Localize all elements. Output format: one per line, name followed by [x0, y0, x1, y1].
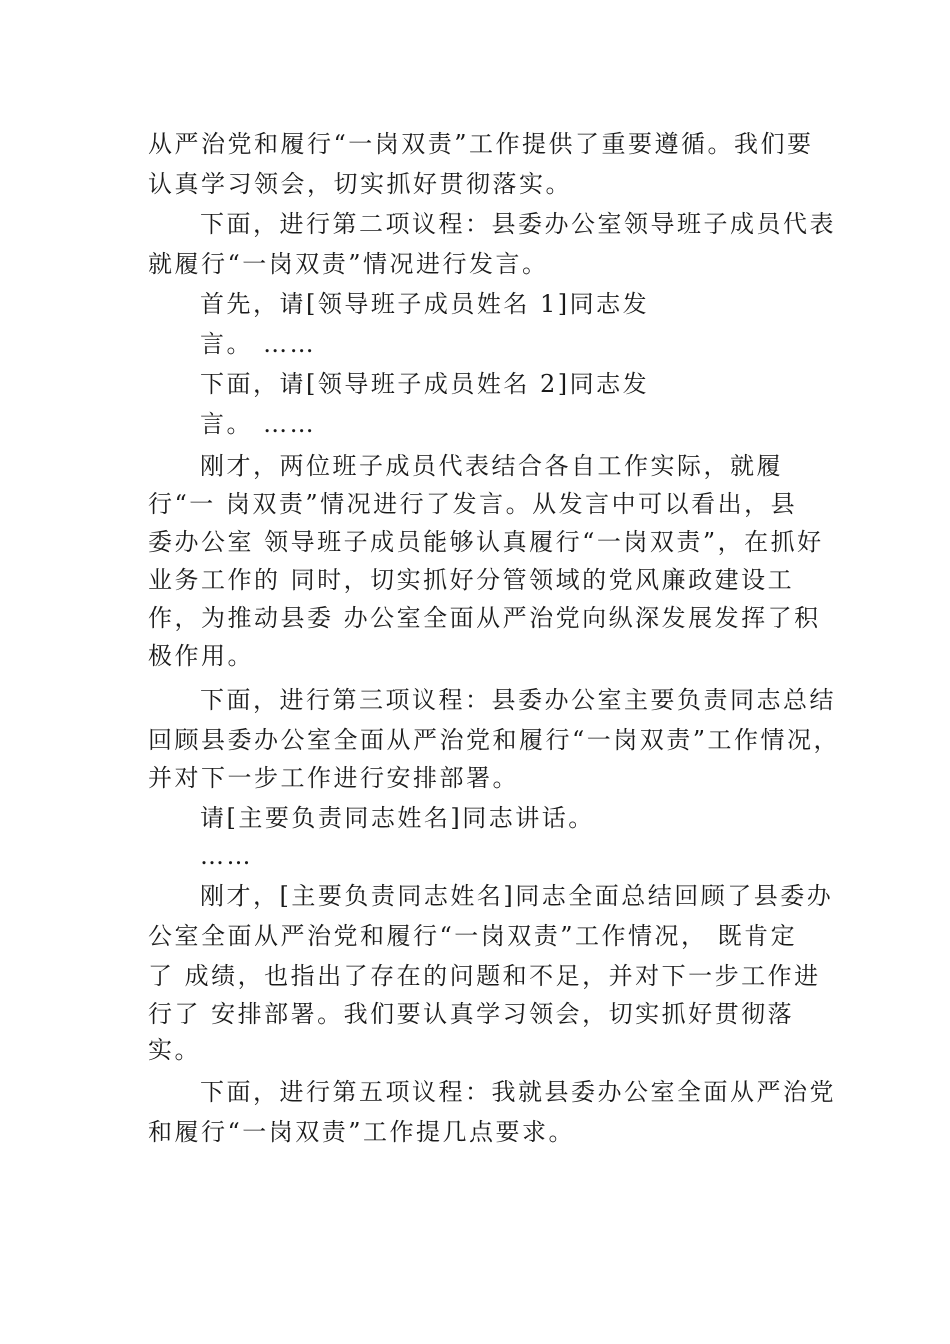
text-line: 刚才，两位班子成员代表结合各自工作实际，就履 — [200, 452, 783, 480]
text-line: 了 成绩，也指出了存在的问题和不足，并对下一步工作进 — [148, 962, 821, 990]
text-line: 首先，请[领导班子成员姓名 1]同志发 — [200, 290, 650, 318]
text-line: 下面，进行第三项议程：县委办公室主要负责同志总结 — [200, 686, 836, 714]
text-line: 言。 …… — [200, 410, 317, 438]
text-line: 公室全面从严治党和履行“一岗双责”工作情况， 既肯定 — [148, 922, 798, 950]
text-line: 回顾县委办公室全面从严治党和履行“一岗双责”工作情况， — [148, 726, 841, 754]
text-line: 请[主要负责同志姓名]同志讲话。 — [200, 804, 595, 832]
text-line: 言。 …… — [200, 330, 317, 358]
text-line: 和履行“一岗双责”工作提几点要求。 — [148, 1118, 576, 1146]
text-line: 实。 — [148, 1036, 201, 1064]
text-line: 下面，进行第五项议程：我就县委办公室全面从严治党 — [200, 1078, 836, 1106]
text-line: 下面，请[领导班子成员姓名 2]同志发 — [200, 370, 650, 398]
text-line: 并对下一步工作进行安排部署。 — [148, 764, 519, 792]
text-line: 行了 安排部署。我们要认真学习领会，切实抓好贯彻落 — [148, 1000, 795, 1028]
text-line: 业务工作的 同时，切实抓好分管领域的党风廉政建设工 — [148, 566, 795, 594]
text-line: 作，为推动县委 办公室全面从严治党向纵深发展发挥了积 — [148, 604, 821, 632]
text-line: 刚才，[主要负责同志姓名]同志全面总结回顾了县委办 — [200, 882, 834, 910]
text-line: 从严治党和履行“一岗双责”工作提供了重要遵循。我们要 — [148, 130, 814, 158]
text-line: 委办公室 领导班子成员能够认真履行“一岗双责”，在抓好 — [148, 528, 824, 556]
text-line: 就履行“一岗双责”情况进行发言。 — [148, 250, 549, 278]
text-line: 认真学习领会，切实抓好贯彻落实。 — [148, 170, 572, 198]
text-line: 下面，进行第二项议程：县委办公室领导班子成员代表 — [200, 210, 836, 238]
text-line: …… — [200, 842, 253, 870]
text-line: 极作用。 — [148, 642, 254, 670]
text-line: 行“一 岗双责”情况进行了发言。从发言中可以看出，县 — [148, 490, 798, 518]
